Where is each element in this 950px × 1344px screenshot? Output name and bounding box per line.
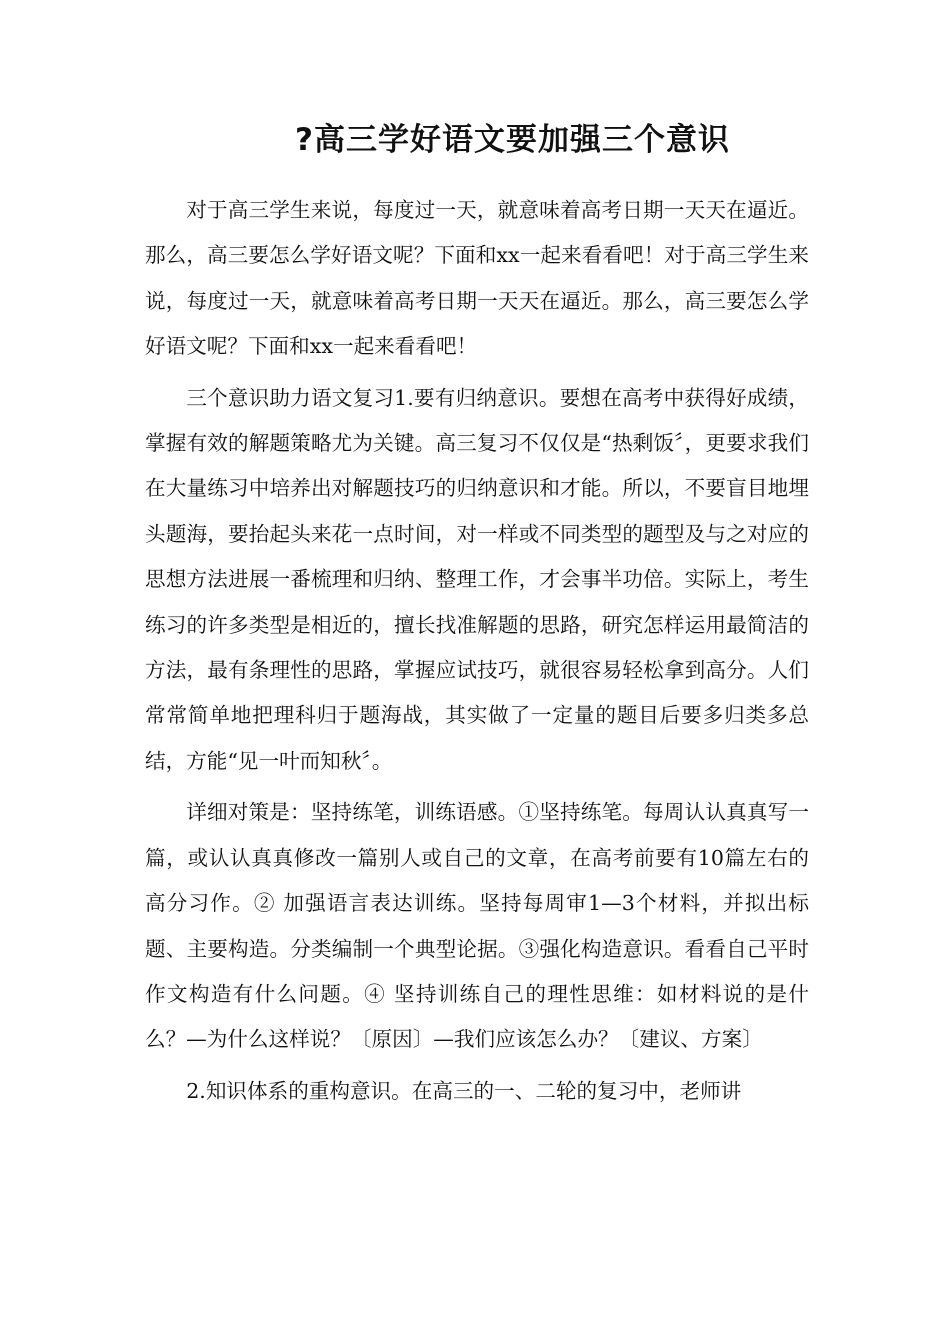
paragraph-intro: 对于高三学生来说，每度过一天，就意味着高考日期一天天在逼近。那么，高三要怎么学好语文呢？下面和xx一起来看看吧！对于高三学生来说，每度过一天，就意味着高考日期一天天在逼近。那么，高三要怎么学好语文呢？下面和xx一起来看看吧！ [145,198,809,359]
paragraph-induction-awareness: 三个意识助力语文复习1.要有归纳意识。要想在高考中获得好成绩，掌握有效的解题策略尤为关键。高三复习不仅仅是“热剩饭〞，更要求我们在大量练习中培养出对解题技巧的归纳意识和才能。所以，不要盲目地埋头题海，要抬起头来花一点时间，对一样或不同类型的题型及与之对应的思想方法进展一番梳理和归纳、整理工作，才会事半功倍。实际上，考生练习的许多类型是相近的，擅长找准解题的思路，研究怎样运用最简洁的方法，最有条理性的思路，掌握应试技巧，就很容易轻松拿到高分。人们常常简单地把理科归于题海战，其实做了一定量的题目后要多归类多总结，方能“见一叶而知秋〞。 [145,385,809,773]
paragraph-knowledge-system: 2.知识体系的重构意识。在高三的一、二轮的复习中，老师讲 [186,1078,742,1103]
document-title: ?高三学好语文要加强三个意识 [295,122,730,158]
paragraph-countermeasures: 详细对策是：坚持练笔，训练语感。①坚持练笔。每周认认真真写一篇，或认认真真修改一篇别人或自己的文章，在高考前要有10篇左右的高分习作。② 加强语言表达训练。坚持每周审1—3个材料，并拟出标题、主要构造。分类编制一个典型论据。③强化构造意识。看看自己平时作文构造有什么问题。④ 坚持训练自己的理性思维：如材料说的是什么？—为什么这样说？〔原因〕—我们应该怎么办？〔建议、方案〕 [145,800,809,1052]
document-body [145,188,809,1120]
